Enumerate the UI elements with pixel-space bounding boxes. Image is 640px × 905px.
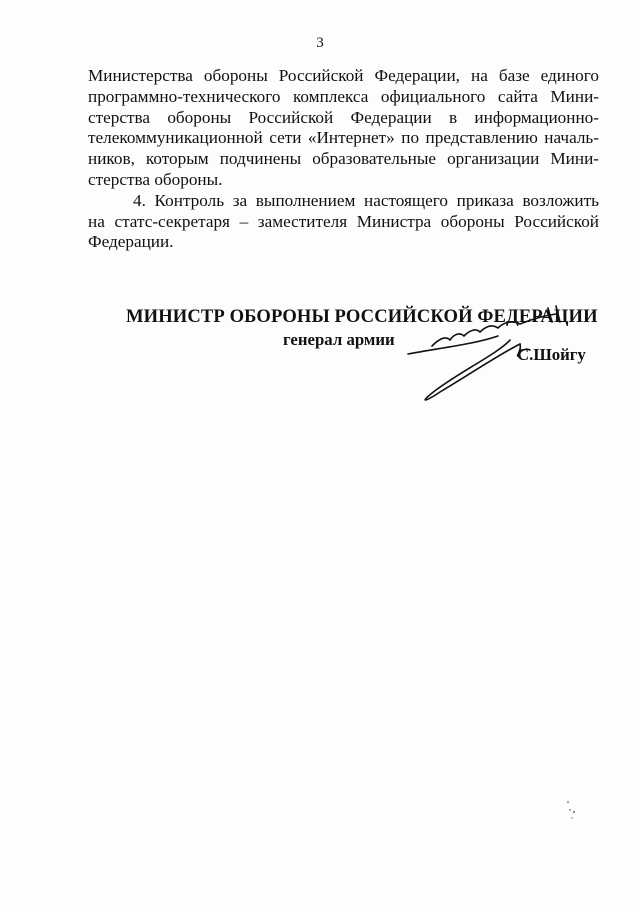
text-line: Федерации. [88,232,174,252]
signatory-title: МИНИСТР ОБОРОНЫ РОССИЙСКОЙ ФЕДЕРАЦИИ [126,306,598,327]
text-line: 4. Контроль за выполнением настоящего приказа возложить [133,190,599,210]
text-line: на статс-секретаря – заместителя Министра обороны Российской [88,211,599,231]
text-line: Министерства обороны Российской Федерации, на базе единого [88,66,599,85]
text-line: стерства обороны Российской Федерации в информационно- [88,107,599,127]
text-line: программно-технического комплекса официального сайта Мини- [88,86,599,106]
scan-artifact-icon [560,790,600,830]
text-line: стерства обороны. [88,169,223,189]
text-line: телекоммуникационной сети «Интернет» по представлению началь- [88,128,599,148]
signatory-name: С.Шойгу [517,345,586,364]
paragraph-continuation [88,66,599,191]
paragraph-item-4 [88,191,599,253]
signatory-rank: генерал армии [283,330,395,349]
text-line: ников, которым подчинены образовательные организации Мини- [88,149,599,169]
body-text [88,66,599,253]
page-number: 3 [316,35,324,51]
